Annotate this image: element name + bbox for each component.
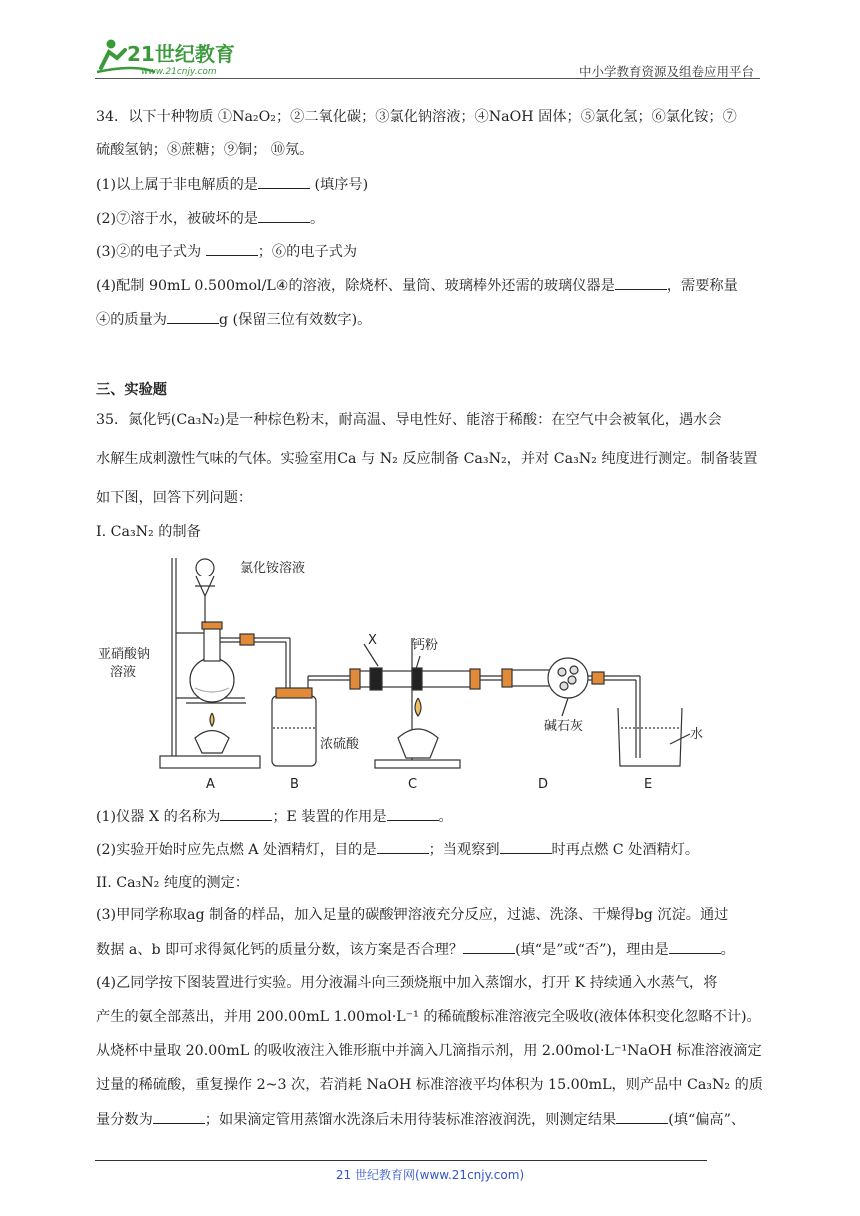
apparatus-diagram (98, 548, 710, 793)
apparatus-e (618, 676, 690, 766)
footer-text: 21 世纪教育网(www.21cnjy.com) (335, 1168, 525, 1182)
q35-line2: 水解生成刺激性气味的气体。实验室用Ca 与 N₂ 反应制备 Ca₃N₂，并对 Ca₃N₂ 纯度进行测定。制备装置 (96, 451, 758, 467)
station-label-e: E (644, 777, 653, 792)
q35-line1: 35．氮化钙(Ca₃N₂)是一种棕色粉末，耐高温、导电性好、能溶于稀酸：在空气中会被氧化，遇水会 (96, 412, 722, 428)
label-nh4cl: 氯化铵溶液 (240, 561, 306, 576)
apparatus-c (350, 638, 510, 768)
q35-sub3-line2: 数据 a、b 即可求得氮化钙的质量分数，该方案是否合理？ (填“是”或“否”)，理由是 。 (96, 939, 735, 960)
q34-line1: 34．以下十种物质 ①Na₂O₂；②二氧化碳；③氯化钠溶液；④NaOH 固体；⑤氯化氢；⑥氯化铵；⑦ (96, 109, 737, 125)
q34-sub1: (1)以上属于非电解质的是 (填序号) (96, 174, 368, 195)
station-label-b: B (290, 777, 299, 792)
logo-text: 21世纪教育 (127, 42, 235, 66)
station-label-a: A (206, 777, 215, 792)
header-rule (95, 78, 760, 79)
q35-sub4-line3: 从烧杯中量取 20.00mL 的吸收液注入锥形瓶中并滴入几滴指示剂，用 2.00mol·L⁻¹NaOH 标准溶液滴定 (96, 1043, 762, 1059)
label-h2so4: 浓硫酸 (320, 737, 360, 752)
q34-sub2: (2)⑦溶于水，被破坏的是 。 (96, 208, 324, 229)
answer-blank (258, 174, 310, 189)
answer-blank (206, 241, 258, 256)
q35-part1-title: I. Ca₃N₂ 的制备 (96, 524, 201, 540)
q34-sub3: (3)②的电子式为 ；⑥的电子式为 (96, 241, 357, 262)
answer-blank (153, 1109, 205, 1124)
label-sodalime: 碱石灰 (544, 719, 584, 734)
header-platform-text: 中小学教育资源及组卷应用平台 (578, 64, 754, 79)
answer-blank (463, 939, 515, 954)
q34-sub4: (4)配制 90mL 0.500mol/L④的溶液，除烧杯、量筒、玻璃棒外还需的玻璃仪器是 ，需要称量 (96, 275, 738, 296)
station-label-c: C (408, 777, 418, 792)
answer-blank (387, 806, 439, 821)
answer-blank (669, 939, 721, 954)
page-header (95, 36, 760, 80)
site-logo (95, 36, 260, 80)
q35-sub1: (1)仪器 X 的名称为 ；E 装置的作用是 。 (96, 806, 453, 827)
q34-line2: 硫酸氢钠；⑧蔗糖；⑨铜； ⑩氖。 (96, 142, 314, 158)
apparatus-a (160, 558, 290, 768)
label-x: X (368, 633, 377, 648)
answer-blank (258, 208, 310, 223)
label-nano2-2: 溶液 (110, 665, 137, 680)
q35-sub4-line1: (4)乙同学按下图装置进行实验。用分液漏斗向三颈烧瓶中加入蒸馏水，打开 K 持续通入水蒸气，将 (96, 975, 718, 991)
apparatus-d (502, 658, 640, 716)
answer-blank (167, 309, 219, 324)
q35-line3: 如下图，回答下列问题： (96, 490, 253, 506)
q34-sub4-cont: ④的质量为 g (保留三位有效数字)。 (96, 309, 371, 330)
label-nano2-1: 亚硝酸钠 (98, 647, 151, 662)
logo-url: www.21cnjy.com (141, 67, 217, 77)
q35-sub4-line5: 量分数为 ；如果滴定管用蒸馏水洗涤后未用待装标准溶液润洗，则测定结果 (填“偏高”、 (96, 1109, 745, 1130)
q35-part2-title: II. Ca₃N₂ 纯度的测定： (96, 875, 249, 891)
answer-blank (615, 275, 667, 290)
station-label-d: D (538, 777, 549, 792)
footer-rule (95, 1160, 707, 1161)
answer-blank (220, 806, 272, 821)
answer-blank (377, 839, 429, 854)
q35-sub3-line1: (3)甲同学称取ag 制备的样品，加入足量的碳酸钾溶液充分反应，过滤、洗涤、干燥得bg 沉淀。通过 (96, 907, 729, 923)
label-water: 水 (690, 727, 704, 742)
label-ca: 钙粉 (412, 638, 439, 653)
answer-blank (616, 1109, 668, 1124)
q35-sub4-line4: 过量的稀硫酸，重复操作 2~3 次，若消耗 NaOH 标准溶液平均体积为 15.00mL，则产品中 Ca₃N₂ 的质 (96, 1077, 763, 1093)
section-title: 三、实验题 (96, 382, 167, 398)
answer-blank (500, 839, 552, 854)
q35-sub4-line2: 产生的氨全部蒸出，并用 200.00mL 1.00mol·L⁻¹ 的稀硫酸标准溶液完全吸收(液体体积变化忽略不计)。 (96, 1009, 761, 1025)
q35-sub2: (2)实验开始时应先点燃 A 处酒精灯，目的是 ；当观察到 时再点燃 C 处酒精灯。 (96, 839, 699, 860)
